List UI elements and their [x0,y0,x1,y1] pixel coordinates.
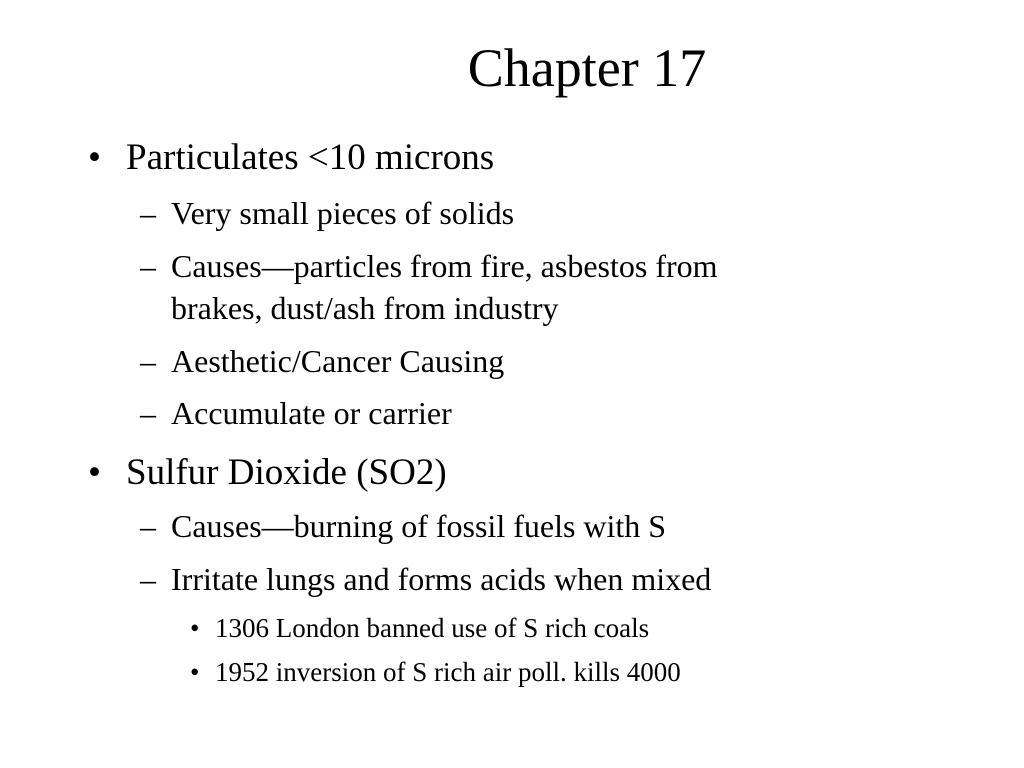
detail-1306-london: 1306 London banned use of S rich coals [215,613,650,643]
dash-icon: – [140,561,156,597]
bullet-icon: • [190,657,200,687]
dash-icon: – [140,508,156,544]
subitem-causes-particles-continued: brakes, dust/ash from industry [171,290,559,326]
dash-icon: – [140,395,156,431]
bullet-icon: • [190,613,200,643]
bullet-item-particulates: Particulates <10 microns [126,137,495,178]
subitem-aesthetic: Aesthetic/Cancer Causing [171,343,505,379]
subitem-accumulate: Accumulate or carrier [171,395,452,431]
dash-icon: – [140,343,156,379]
subitem-causes-burning: Causes—burning of fossil fuels with S [171,508,667,544]
dash-icon: – [140,195,156,231]
slide-title: Chapter 17 [467,38,707,98]
bullet-item-sulfur-dioxide: Sulfur Dioxide (SO2) [126,452,447,493]
subitem-causes-particles: Causes—particles from fire, asbestos from [171,248,718,284]
detail-1952-inversion: 1952 inversion of S rich air poll. kills 4000 [215,657,681,687]
dash-icon: – [140,248,156,284]
subitem-irritate-lungs: Irritate lungs and forms acids when mixed [171,561,712,597]
bullet-icon: • [88,452,101,493]
bullet-icon: • [88,137,101,178]
subitem-very-small: Very small pieces of solids [171,195,515,231]
